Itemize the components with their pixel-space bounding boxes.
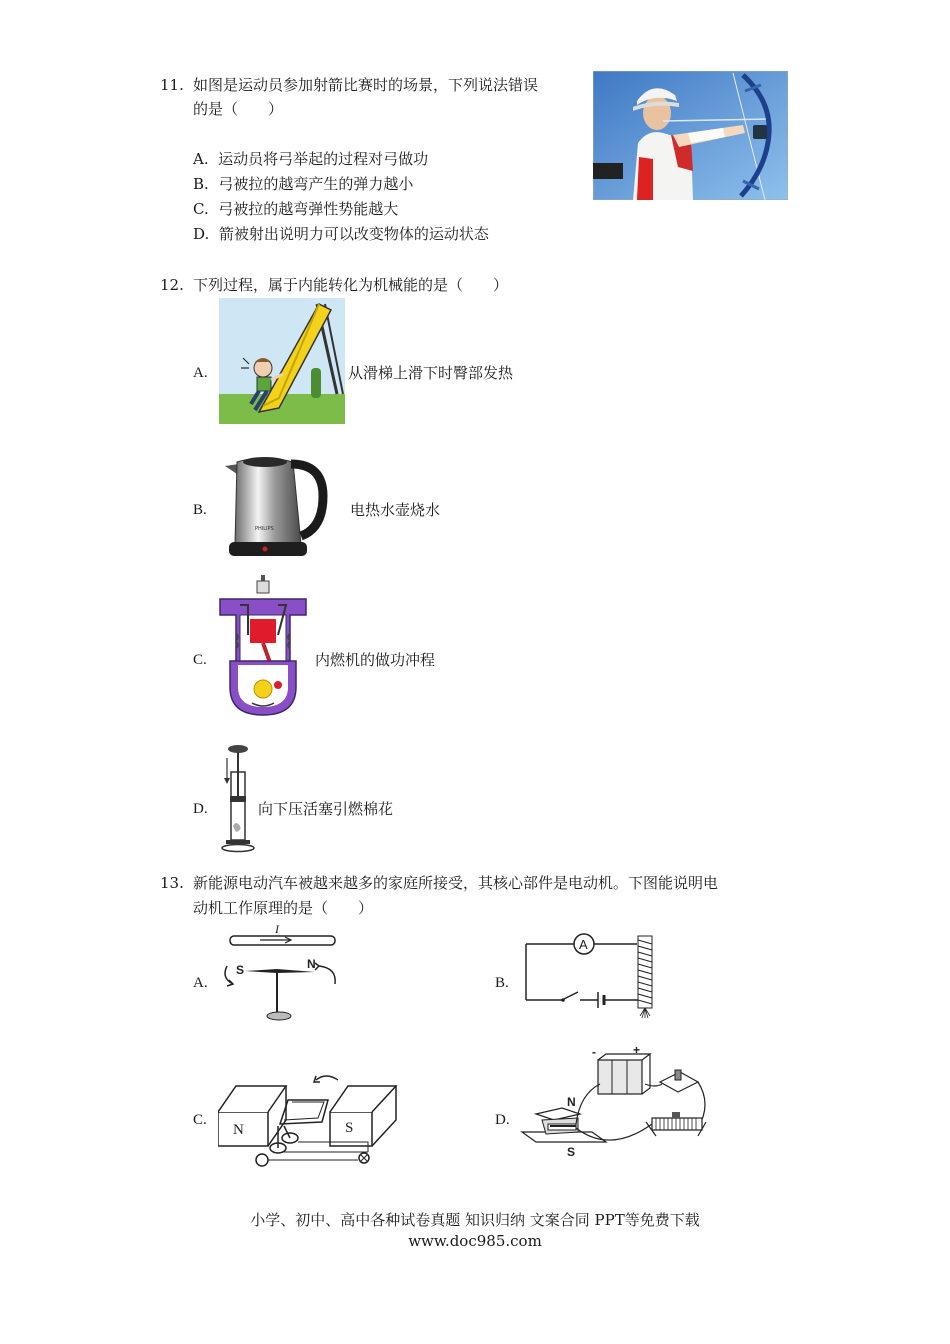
footer-url[interactable]: www.doc985.com [408,1232,542,1250]
q13-number: 13. [160,874,184,892]
compass-n-label: N [307,957,316,971]
field-s-label: S [567,1145,576,1159]
q11-option-d: D. 箭被射出说明力可以改变物体的运动状态 [193,225,489,243]
q12-option-b-text: 电热水壶烧水 [350,501,441,519]
q11-number: 11. [160,76,184,94]
q12-option-a-letter: A. [193,365,208,381]
q11-option-c: C. 弓被拉的越弯弹性势能越大 [193,200,399,218]
q13-stem-line1: 新能源电动汽车被越来越多的家庭所接受，其核心部件是电动机。下图能说明电 [193,874,719,892]
slide-illustration [219,298,345,424]
magnet-s-label: S [345,1120,354,1136]
battery-plus-label: + [633,1044,641,1057]
q13-stem-line2: 动机工作原理的是（ ） [193,899,374,917]
q13-option-c-letter: C. [193,1112,207,1128]
current-label: I [275,922,279,936]
q12-number: 12. [160,276,184,294]
q11-stem-line1: 如图是运动员参加射箭比赛时的场景，下列说法错误 [193,76,539,94]
electromagnet-circuit-figure [522,930,662,1020]
kettle-brand: PHILIPS [255,526,274,532]
q12-option-c-text: 内燃机的做功冲程 [315,651,436,669]
battery-minus-label: - [592,1045,596,1059]
footer-line1: 小学、初中、高中各种试卷真题 知识归纳 文案合同 PPT等免费下载 [250,1211,700,1229]
fire-syringe-illustration [218,744,258,854]
q11-stem-line2: 的是（ ） [193,100,284,118]
ammeter-label: A [579,937,588,952]
q12-option-b-letter: B. [193,502,207,518]
motor-principle-figure [520,1044,710,1159]
magnet-n-label: N [233,1122,244,1138]
compass-s-label: S [236,963,245,977]
q13-option-d-letter: D. [495,1112,510,1128]
q12-option-d-letter: D. [193,801,208,817]
field-n-label: N [567,1095,576,1109]
kettle-illustration [219,450,329,560]
q12-option-c-letter: C. [193,652,207,668]
q12-option-d-text: 向下压活塞引燃棉花 [258,800,394,818]
q12-stem: 下列过程，属于内能转化为机械能的是（ ） [193,276,509,294]
generator-figure [218,1066,400,1170]
q13-option-b-letter: B. [495,975,509,991]
q13-option-a-letter: A. [193,975,208,991]
engine-illustration [218,575,308,719]
q11-option-a: A. 运动员将弓举起的过程对弓做功 [193,150,429,168]
oersted-experiment-figure [215,920,345,1024]
archer-photo [593,71,788,200]
q12-option-a-text: 从滑梯上滑下时臀部发热 [348,364,514,382]
q11-option-b: B. 弓被拉的越弯产生的弹力越小 [193,175,414,193]
